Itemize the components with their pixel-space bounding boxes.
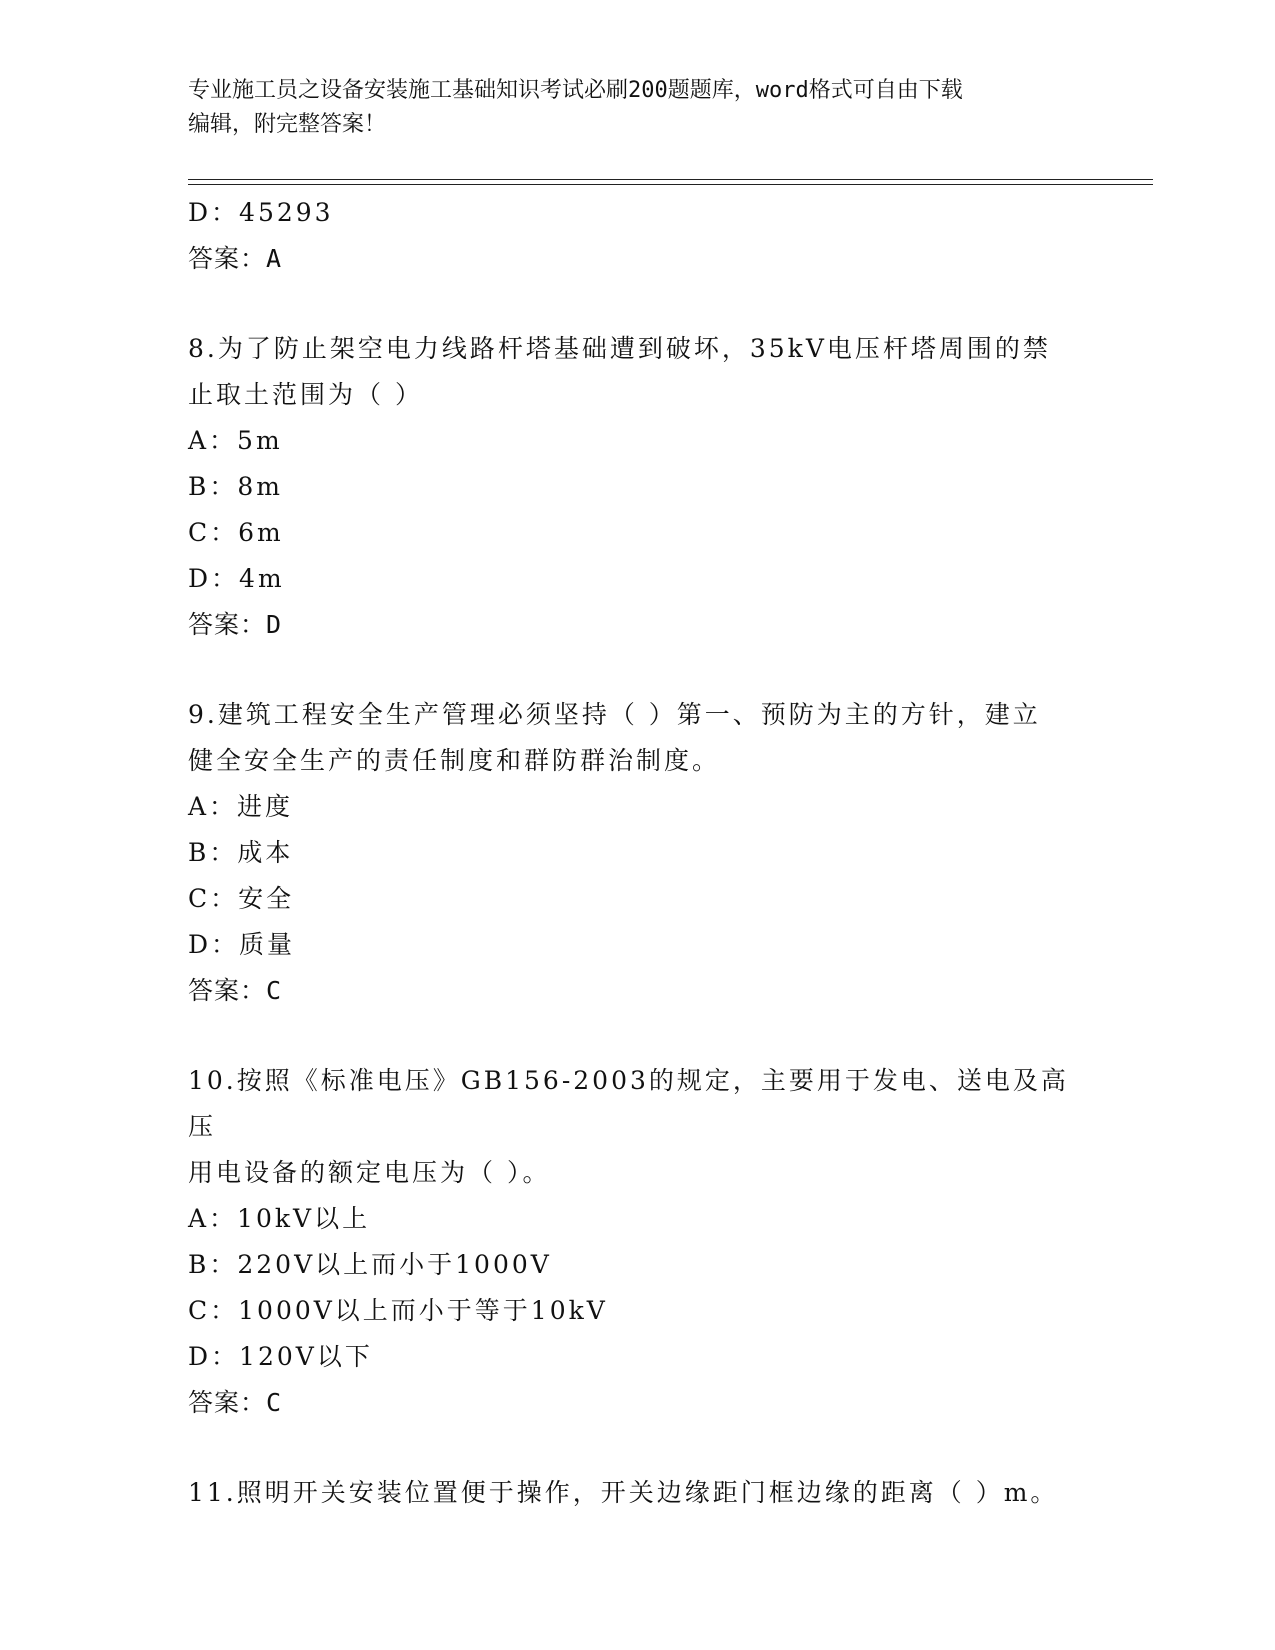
question-stem-line: 10.按照《标准电压》GB156-2003的规定，主要用于发电、送电及高压	[188, 1066, 1069, 1141]
question-11	[188, 1470, 1088, 1516]
question-list	[188, 190, 1088, 1516]
question-stem-line: 健全安全生产的责任制度和群防群治制度。	[188, 746, 721, 775]
question-stem-line: 9.建筑工程安全生产管理必须坚持（ ）第一、预防为主的方针，建立	[188, 700, 1041, 729]
option-a: A：10kV以上	[188, 1204, 371, 1233]
option-d: D：4m	[188, 564, 285, 593]
answer-label: 答案：A	[188, 244, 283, 273]
option-b: B：成本	[188, 838, 294, 867]
option-c: C：1000V以上而小于等于10kV	[188, 1296, 608, 1325]
question-stem-line: 止取土范围为（ ）	[188, 380, 423, 409]
document-header	[188, 74, 1068, 142]
question-10	[188, 1058, 1088, 1426]
header-divider	[188, 179, 1153, 185]
answer-label: 答案：C	[188, 976, 283, 1005]
answer-label: 答案：C	[188, 1388, 283, 1417]
header-line-2: 编辑，附完整答案！	[188, 112, 387, 137]
question-8	[188, 326, 1088, 648]
answer-label: 答案：D	[188, 610, 283, 639]
question-stem-line: 8.为了防止架空电力线路杆塔基础遭到破坏，35kV电压杆塔周围的禁	[188, 334, 1051, 363]
option-a: A：进度	[188, 792, 294, 821]
question-9	[188, 692, 1088, 1014]
question-spacer	[188, 1014, 1088, 1058]
option-d: D：质量	[188, 930, 296, 959]
question-stem-line: 用电设备的额定电压为（ ）。	[188, 1158, 551, 1187]
option-c: C：6m	[188, 518, 284, 547]
prev-question-tail	[188, 190, 1088, 282]
question-spacer	[188, 648, 1088, 692]
question-spacer	[188, 1426, 1088, 1470]
option-b: B：8m	[188, 472, 283, 501]
option-a: A：5m	[188, 426, 283, 455]
question-stem-line: 11.照明开关安装位置便于操作，开关边缘距门框边缘的距离（ ）m。	[188, 1478, 1059, 1507]
option-c: C：安全	[188, 884, 295, 913]
header-line-1: 专业施工员之设备安装施工基础知识考试必刷200题题库，word格式可自由下载	[188, 78, 963, 103]
option-b: B：220V以上而小于1000V	[188, 1250, 552, 1279]
option-d: D：45293	[188, 198, 334, 227]
option-d: D：120V以下	[188, 1342, 373, 1371]
question-spacer	[188, 282, 1088, 326]
